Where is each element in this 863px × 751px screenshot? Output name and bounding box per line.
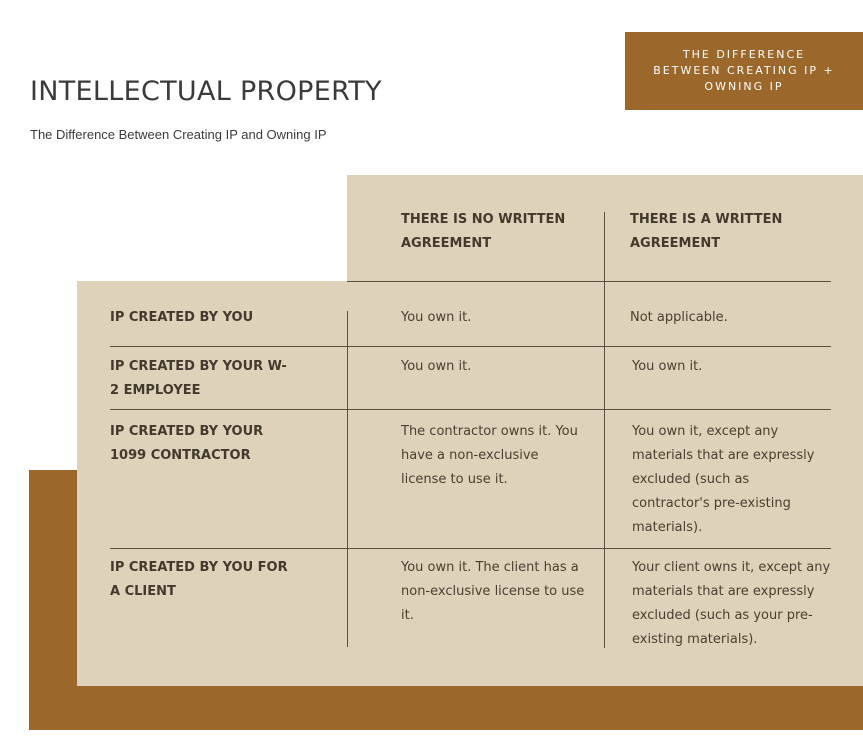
cell-agreement: You own it, except any materials that are expressly excluded (such as contractor's pre-existing materials). (632, 424, 815, 535)
column-header-agreement: THERE IS A WRITTEN AGREEMENT (630, 212, 783, 251)
cell-no-agreement: You own it. (401, 359, 472, 374)
cell-agreement: Your client owns it, except any materials that are expressly excluded (such as your pre-existing materials). (632, 560, 831, 647)
row-label: IP CREATED BY YOU (110, 310, 254, 325)
row-label: IP CREATED BY YOUR W-2 EMPLOYEE (110, 359, 287, 398)
cell-no-agreement: You own it. (401, 310, 472, 325)
page-title: INTELLECTUAL PROPERTY (30, 76, 382, 107)
table-divider (347, 311, 348, 647)
column-header-no-agreement: THERE IS NO WRITTEN AGREEMENT (401, 212, 566, 251)
row-label: IP CREATED BY YOU FOR A CLIENT (110, 560, 288, 599)
cell-agreement: Not applicable. (630, 310, 728, 325)
cell-no-agreement: You own it. The client has a non-exclusive license to use it. (401, 560, 585, 623)
table-divider (604, 212, 605, 648)
table-divider (110, 409, 831, 410)
table-divider (110, 346, 831, 347)
cell-agreement: You own it. (632, 359, 703, 374)
table-divider (110, 548, 831, 549)
cell-no-agreement: The contractor owns it. You have a non-exclusive license to use it. (401, 424, 578, 487)
page-subtitle: The Difference Between Creating IP and Owning IP (30, 127, 327, 142)
table-divider (347, 281, 831, 282)
topic-badge: THE DIFFERENCE BETWEEN CREATING IP + OWNING IP (625, 32, 863, 110)
row-label: IP CREATED BY YOUR 1099 CONTRACTOR (110, 424, 264, 463)
